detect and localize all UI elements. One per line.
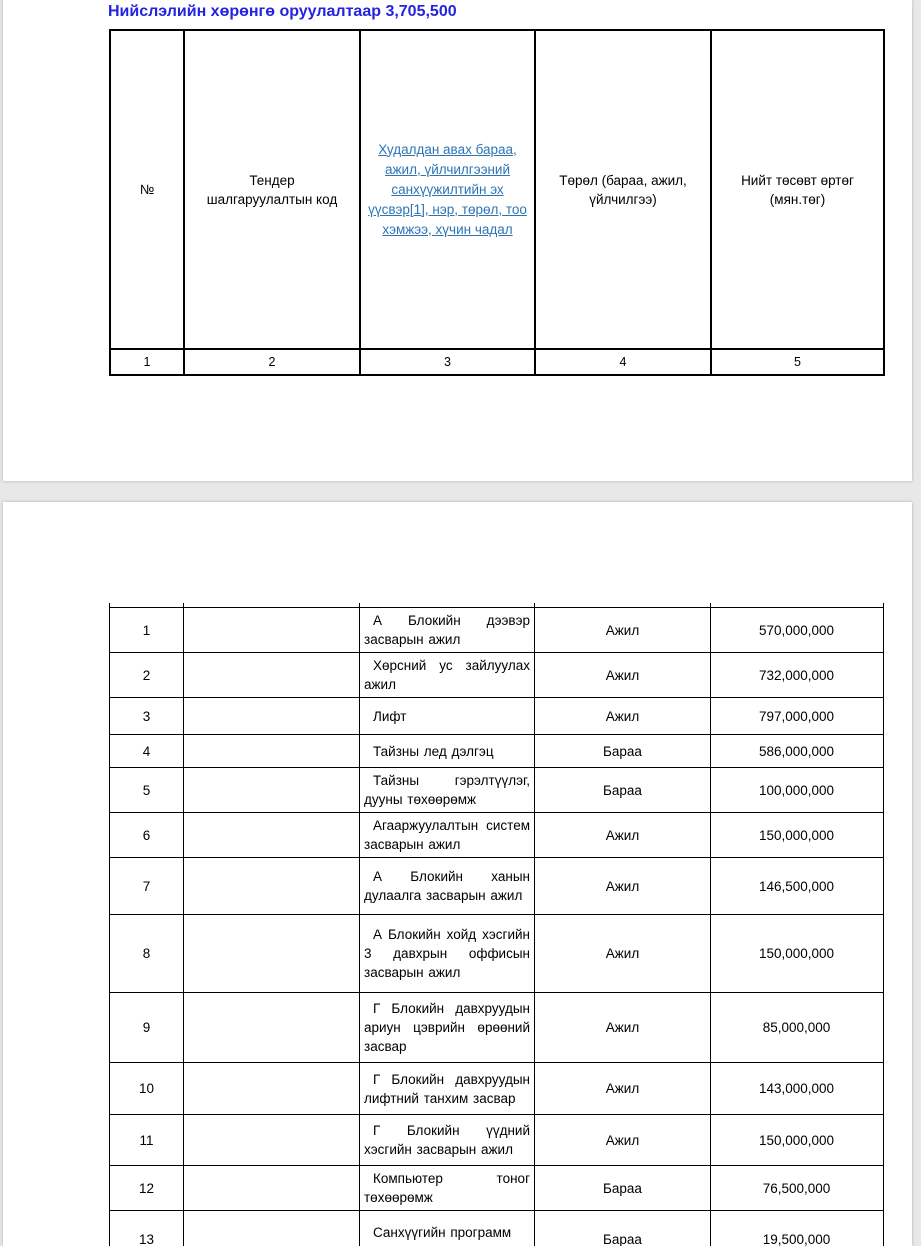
row-number-cell: 8 xyxy=(110,915,184,992)
cost-cell: 150,000,000 xyxy=(758,1132,835,1148)
type-cell: Ажил xyxy=(535,993,711,1062)
row-number-cell: 3 xyxy=(110,698,184,734)
type-cell: Ажил xyxy=(535,1063,711,1114)
type-cell: Бараа xyxy=(535,735,711,767)
cost-cell: 143,000,000 xyxy=(758,1081,835,1096)
type-cell: Ажил xyxy=(535,698,711,734)
continuation-rows xyxy=(110,608,883,1246)
header-cell-type: Төрөл (бараа, ажил, үйлчилгээ) xyxy=(536,31,712,348)
item-cell: А Блокийн дээвэр засварын ажил xyxy=(360,608,535,652)
tender-code-cell xyxy=(184,698,360,734)
table-row xyxy=(110,993,883,1063)
item-cell: Г Блокийн давхруудын лифтний танхим засвар xyxy=(360,1063,535,1114)
procurement-table-continuation xyxy=(109,603,884,1246)
type-cell: Бараа xyxy=(535,1166,711,1210)
document-page-1 xyxy=(3,0,912,481)
table-row xyxy=(110,698,883,735)
cost-cell: 100,000,000 xyxy=(758,782,835,798)
page-title: Нийслэлийн хөрөнгө оруулалтаар 3,705,500 xyxy=(108,3,457,20)
tender-code-cell xyxy=(184,1115,360,1165)
tender-code-cell xyxy=(184,735,360,767)
cost-cell: 85,000,000 xyxy=(762,1020,831,1035)
type-cell: Ажил xyxy=(535,813,711,857)
type-cell: Ажил xyxy=(535,1115,711,1165)
document-page-2 xyxy=(3,502,912,1246)
tender-code-cell xyxy=(184,653,360,697)
table-header-row xyxy=(111,31,883,350)
tender-code-cell xyxy=(184,1166,360,1210)
cost-cell: 797,000,000 xyxy=(758,708,835,724)
column-number: 3 xyxy=(361,350,536,374)
procurement-table-header xyxy=(109,29,885,376)
column-number: 1 xyxy=(111,350,185,374)
row-number-cell: 13 xyxy=(110,1211,184,1246)
tender-code-cell xyxy=(184,813,360,857)
cost-cell: 570,000,000 xyxy=(758,622,835,638)
column-number: 5 xyxy=(794,355,801,369)
row-number-cell: 7 xyxy=(110,858,184,914)
tender-code-cell xyxy=(184,768,360,812)
cost-cell: 19,500,000 xyxy=(762,1231,831,1246)
item-cell: Агааржуулалтын систем засварын ажил xyxy=(360,813,535,857)
tender-code-cell xyxy=(184,993,360,1062)
item-cell: Лифт xyxy=(360,698,535,734)
table-row xyxy=(110,653,883,698)
row-number-cell: 2 xyxy=(110,653,184,697)
type-cell: Ажил xyxy=(535,858,711,914)
row-number-cell: 12 xyxy=(110,1166,184,1210)
table-row xyxy=(110,915,883,993)
table-row xyxy=(110,768,883,813)
table-row xyxy=(110,1166,883,1211)
header-cell-item xyxy=(361,31,536,348)
item-cell: Тайзны лед дэлгэц xyxy=(360,735,535,767)
column-numbers-row xyxy=(111,350,883,374)
item-cell: Г Блокийн давхруудын ариун цэврийн өрөөний засвар xyxy=(360,993,535,1062)
table-row xyxy=(110,1115,883,1166)
item-cell: Г Блокийн үүдний хэсгийн засварын ажил xyxy=(360,1115,535,1165)
table-row xyxy=(110,858,883,915)
row-number-cell: 4 xyxy=(110,735,184,767)
header-cell-tender-code: Тендер шалгаруулалтын код xyxy=(185,31,361,348)
row-number-cell: 9 xyxy=(110,993,184,1062)
item-cell: А Блокийн ханын дулаалга засварын ажил xyxy=(360,858,535,914)
procurement-source-link[interactable]: Худалдан авах бараа, ажил, үйлчилгээний санхүүжилтийн эх үүсвэр[1], нэр, төрөл, тоо хэмжээ, хүчин чадал xyxy=(368,141,527,237)
item-cell xyxy=(360,1211,535,1246)
cost-cell: 732,000,000 xyxy=(758,667,835,683)
row-number-cell: 5 xyxy=(110,768,184,812)
header-cell-total-cost: Нийт төсөвт өртөг (мян.төг) xyxy=(741,172,854,207)
row-number-cell: 11 xyxy=(110,1115,184,1165)
tender-code-cell xyxy=(184,858,360,914)
item-cell: Компьютер тоног төхөөрөмж xyxy=(360,1166,535,1210)
column-number: 2 xyxy=(185,350,361,374)
cost-cell: 76,500,000 xyxy=(762,1180,831,1196)
type-cell: Ажил xyxy=(535,653,711,697)
row-number-cell: 6 xyxy=(110,813,184,857)
table-row xyxy=(110,1063,883,1115)
table-row xyxy=(110,608,883,653)
type-cell: Ажил xyxy=(535,915,711,992)
cost-cell: 586,000,000 xyxy=(758,743,835,759)
type-cell: Бараа xyxy=(535,768,711,812)
table-row xyxy=(110,735,883,768)
tender-code-cell xyxy=(184,1063,360,1114)
type-cell: Бараа xyxy=(535,1211,711,1246)
item-text: Санхүүгийн программ xyxy=(360,1211,534,1246)
row-number-cell: 1 xyxy=(110,608,184,652)
item-cell: А Блокийн хойд хэсгийн 3 давхрын оффисын засварын ажил xyxy=(360,915,535,992)
item-cell: Тайзны гэрэлтүүлэг, дууны төхөөрөмж xyxy=(360,768,535,812)
page-gap xyxy=(0,481,921,502)
tender-code-cell xyxy=(184,915,360,992)
row-number-cell: 10 xyxy=(110,1063,184,1114)
table-row xyxy=(110,813,883,858)
tender-code-cell xyxy=(184,608,360,652)
cost-cell: 150,000,000 xyxy=(758,827,835,843)
table-row xyxy=(110,1211,883,1246)
cost-cell: 150,000,000 xyxy=(758,946,835,961)
item-cell: Хөрсний ус зайлуулах ажил xyxy=(360,653,535,697)
header-cell-number: № xyxy=(111,31,185,348)
type-cell: Ажил xyxy=(535,608,711,652)
column-number: 4 xyxy=(536,350,712,374)
tender-code-cell xyxy=(184,1211,360,1246)
cost-cell: 146,500,000 xyxy=(758,878,835,894)
